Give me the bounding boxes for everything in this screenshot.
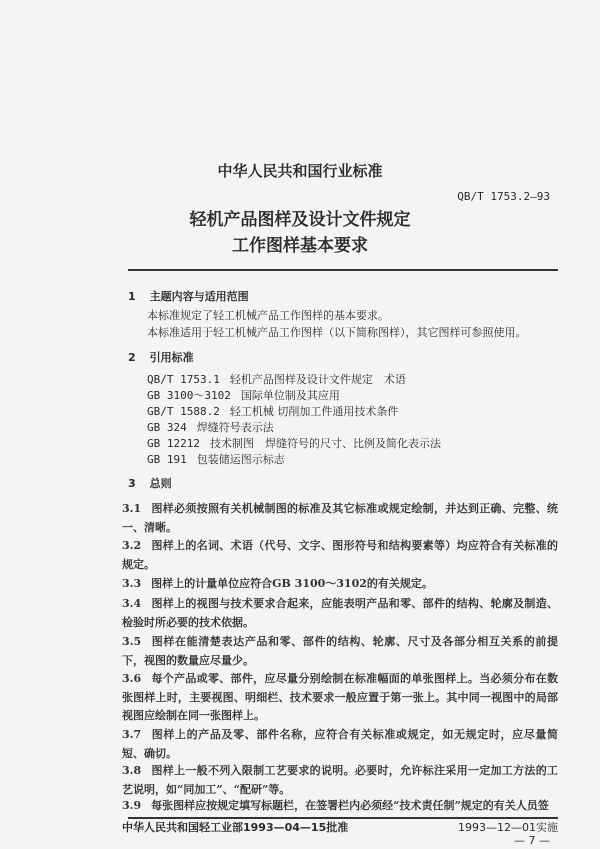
reference-title: 技术制图 焊缝符号的尺寸、比例及简化表示法 [209, 437, 441, 450]
document-subtitle: 工作图样基本要求 [232, 236, 368, 256]
clause-text: 图样上的产品及零、部件名称，应符合有关标准或规定，如无规定时，应尽量简短、确切。 [122, 728, 558, 760]
approval-date: 中华人民共和国轻工业部1993—04—15批准 [122, 821, 349, 834]
reference-code: QB/T 1753.1 [147, 373, 220, 386]
clause-text: 每个产品或零、部件，应尽量分别绘制在标准幅面的单张图样上。当必须分布在数张图样上时，主要视图、明细栏、技术要求一般应置于第一张上。其中同一视图中的局部视图应绘制在同一张图样上。 [122, 672, 558, 722]
reference-code: GB 324 [147, 421, 187, 434]
clause-text: 图样必须按照有关机械制图的标准及其它标准或规定绘制，并达到正确、完整、统一、清晰。 [122, 502, 558, 534]
clause [122, 726, 558, 763]
section-1-heading: 1 主题内容与适用范围 [128, 290, 249, 303]
clause [122, 575, 558, 594]
reference-title: 包装储运图示标志 [196, 453, 285, 466]
clause-number: 3.1 [122, 502, 142, 515]
section-2-heading: 2 引用标准 [128, 351, 194, 364]
section-1-line: 本标准规定了轻工机械产品工作图样的基本要求。 [147, 309, 389, 322]
reference-title: 轻机产品图样及设计文件规定 术语 [229, 373, 406, 386]
clause-number: 3.9 [122, 799, 142, 812]
clause-number: 3.5 [122, 635, 142, 648]
clause [122, 500, 558, 537]
reference-code: GB 3100～3102 [147, 389, 231, 402]
reference-item [147, 371, 406, 387]
footer-rule [128, 817, 558, 819]
clause-text: 图样上的名词、术语（代号、文字、图形符号和结构要素等）均应符合有关标准的规定。 [122, 539, 558, 571]
header-rule [128, 269, 558, 271]
clause [122, 670, 558, 726]
reference-item [147, 451, 285, 467]
clause [122, 797, 558, 816]
reference-code: GB 12212 [147, 437, 200, 450]
clause-number: 3.3 [122, 577, 142, 590]
clause-number: 3.6 [122, 672, 142, 685]
reference-item [147, 435, 441, 451]
clause-text: 图样上的视图与技术要求合起来，应能表明产品和零、部件的结构、轮廓及制造、检验时所必要的技术依据。 [122, 597, 558, 629]
clause-number: 3.4 [122, 597, 142, 610]
reference-item [147, 419, 274, 435]
reference-item [147, 403, 398, 419]
section-3-heading: 3 总则 [128, 477, 172, 490]
clause-number: 3.8 [122, 764, 142, 777]
document-title: 轻机产品图样及设计文件规定 [189, 210, 411, 230]
reference-code: GB/T 1588.2 [147, 405, 220, 418]
effective-date: 1993—12—01实施 [458, 821, 558, 834]
clause [122, 537, 558, 574]
reference-title: 国际单位制及其应用 [240, 389, 340, 402]
reference-title: 焊缝符号表示法 [196, 421, 274, 434]
standard-org: 中华人民共和国行业标准 [217, 162, 383, 180]
clause-text: 图样上一般不列入限制工艺要求的说明。必要时，允许标注采用一定加工方法的工艺说明，如“同加工”、“配研”等。 [122, 764, 558, 796]
standard-code: QB/T 1753.2—93 [457, 190, 550, 203]
clause [122, 762, 558, 799]
clause-text: 图样上的计量单位应符合GB 3100～3102的有关规定。 [151, 577, 433, 590]
clause-text: 每张图样应按规定填写标题栏，在签署栏内必须经“技术责任制”规定的有关人员签 [151, 799, 549, 812]
clause [122, 633, 558, 670]
section-1-line: 本标准适用于轻工机械产品工作图样（以下简称图样），其它图样可参照使用。 [147, 326, 527, 339]
reference-code: GB 191 [147, 453, 187, 466]
clause-number: 3.2 [122, 539, 142, 552]
clause-number: 3.7 [122, 728, 142, 741]
page-number: — 7 — [514, 834, 550, 847]
clause [122, 595, 558, 632]
reference-title: 轻工机械 切削加工件通用技术条件 [229, 405, 399, 418]
reference-item [147, 387, 340, 403]
clause-text: 图样在能清楚表达产品和零、部件的结构、轮廓、尺寸及各部分相互关系的前提下，视图的数量应尽量少。 [122, 635, 558, 667]
